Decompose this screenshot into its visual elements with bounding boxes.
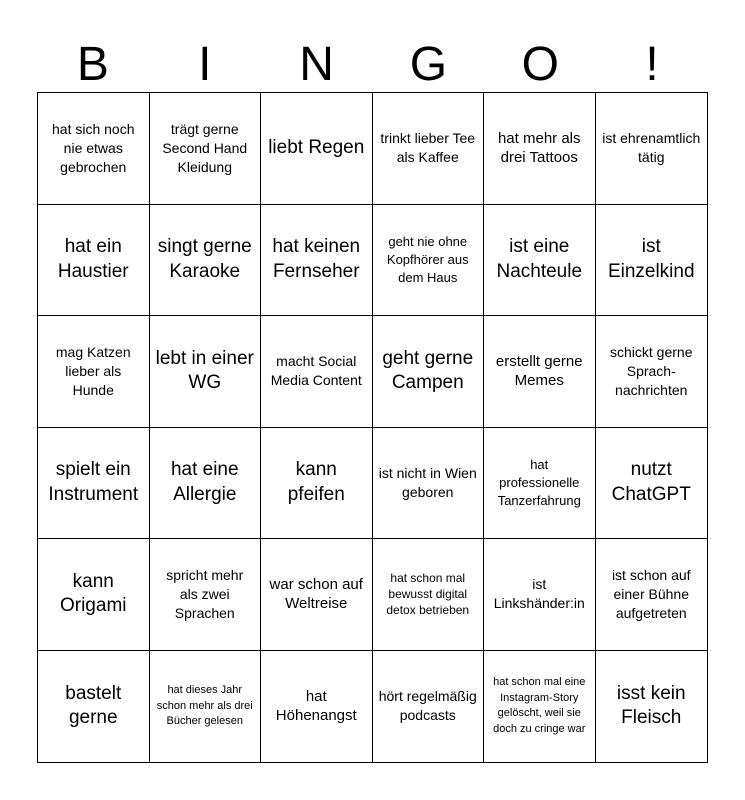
bingo-cell[interactable]	[484, 205, 596, 317]
bingo-cell-text: macht Social Media Content	[270, 353, 362, 389]
bingo-cell[interactable]	[596, 205, 708, 317]
bingo-cell-text: ist schon auf einer Bühne aufgetreten	[611, 566, 691, 621]
bingo-cell[interactable]	[484, 316, 596, 428]
bingo-cell-text: hat mehr als drei Tattoos	[497, 129, 581, 167]
bingo-cell[interactable]	[484, 651, 596, 763]
bingo-cell-text: war schon auf Weltreise	[269, 575, 363, 613]
bingo-board	[37, 92, 708, 763]
bingo-cell[interactable]	[596, 316, 708, 428]
bingo-cell[interactable]	[150, 651, 262, 763]
bingo-cell-text: hat dieses Jahr schon mehr als drei Bücher gelesen	[156, 684, 253, 727]
bingo-cell[interactable]	[261, 428, 373, 540]
bingo-cell[interactable]	[484, 93, 596, 205]
bingo-cell[interactable]	[38, 205, 150, 317]
bingo-cell[interactable]	[373, 93, 485, 205]
bingo-cell-text: hat professionelle Tanzerfahrung	[497, 457, 581, 508]
bingo-cell[interactable]	[38, 93, 150, 205]
bingo-cell-text: geht gerne Campen	[382, 347, 474, 394]
bingo-cell-text: hat Höhenangst	[275, 687, 357, 725]
bingo-cell[interactable]	[38, 651, 150, 763]
bingo-cell[interactable]	[150, 316, 262, 428]
bingo-cell-text: kann Origami	[59, 570, 127, 617]
bingo-cell-text: hat sich noch nie etwas gebrochen	[52, 120, 135, 175]
bingo-cell-text: mag Katzen lieber als Hunde	[55, 343, 131, 398]
bingo-cell-text: erstellt gerne Memes	[495, 352, 583, 390]
bingo-cell-text: lebt in einer WG	[155, 347, 254, 394]
bingo-cell[interactable]	[596, 651, 708, 763]
bingo-cell[interactable]	[261, 316, 373, 428]
bingo-cell[interactable]	[150, 93, 262, 205]
header-letter: N	[299, 38, 334, 91]
bingo-cell[interactable]	[373, 316, 485, 428]
bingo-cell-text: ist nicht in Wien geboren	[378, 464, 477, 500]
header-letter: O	[521, 38, 559, 91]
bingo-cell-text: trägt gerne Second Hand Kleidung	[162, 120, 248, 175]
bingo-cell-text: hat ein Haustier	[57, 236, 129, 282]
bingo-cell[interactable]	[373, 205, 485, 317]
bingo-cell-text: ist eine Nachteule	[496, 236, 583, 282]
bingo-cell[interactable]	[373, 428, 485, 540]
bingo-cell[interactable]	[596, 539, 708, 651]
bingo-cell-text: trinkt lieber Tee als Kaffee	[380, 130, 476, 166]
bingo-cell[interactable]	[38, 428, 150, 540]
bingo-cell[interactable]	[261, 93, 373, 205]
bingo-cell[interactable]	[484, 539, 596, 651]
bingo-cell-text: schickt gerne Sprach-nachrichten	[610, 343, 693, 398]
bingo-cell-text: ist ehrenamtlich tätig	[602, 130, 701, 166]
bingo-cell[interactable]	[484, 428, 596, 540]
bingo-cell[interactable]	[596, 93, 708, 205]
header-letter: !	[645, 38, 659, 91]
bingo-cell-text: kann pfeifen	[287, 459, 345, 505]
bingo-cell-text: spricht mehr als zwei Sprachen	[166, 566, 244, 621]
bingo-cell-text: hat keinen Fernseher	[272, 236, 361, 282]
bingo-cell-text: singt gerne Karaoke	[157, 236, 252, 282]
bingo-cell-text: bastelt gerne	[65, 682, 122, 729]
header-letter: G	[409, 38, 448, 91]
bingo-cell[interactable]	[38, 316, 150, 428]
bingo-cell-text: liebt Regen	[268, 136, 365, 158]
bingo-cell-text: spielt ein Instrument	[48, 459, 139, 505]
bingo-cell[interactable]	[38, 539, 150, 651]
bingo-cell[interactable]	[596, 428, 708, 540]
header-letter: I	[198, 38, 212, 91]
header-letter: B	[76, 38, 109, 91]
bingo-cell[interactable]	[150, 205, 262, 317]
bingo-header	[37, 38, 708, 92]
bingo-cell-text: isst kein Fleisch	[616, 682, 686, 729]
bingo-cell-text: hört regelmäßig podcasts	[378, 688, 477, 724]
bingo-cell-text: hat schon mal eine Instagram-Story gelöscht, weil sie doch zu cringe war	[493, 676, 586, 735]
bingo-cell[interactable]	[261, 651, 373, 763]
bingo-cell-text: ist Linkshänder:in	[493, 576, 585, 612]
bingo-cell[interactable]	[150, 539, 262, 651]
bingo-cell-text: hat schon mal bewusst digital detox betrieben	[386, 570, 470, 618]
bingo-cell[interactable]	[261, 539, 373, 651]
bingo-cell-text: hat eine Allergie	[170, 459, 239, 505]
bingo-cell-text: geht nie ohne Kopfhörer aus dem Haus	[386, 234, 469, 285]
bingo-cell[interactable]	[373, 651, 485, 763]
bingo-cell-text: ist Einzelkind	[607, 236, 695, 282]
bingo-cell-text: nutzt ChatGPT	[611, 459, 691, 505]
bingo-cell[interactable]	[261, 205, 373, 317]
bingo-cell[interactable]	[373, 539, 485, 651]
bingo-cell[interactable]	[150, 428, 262, 540]
